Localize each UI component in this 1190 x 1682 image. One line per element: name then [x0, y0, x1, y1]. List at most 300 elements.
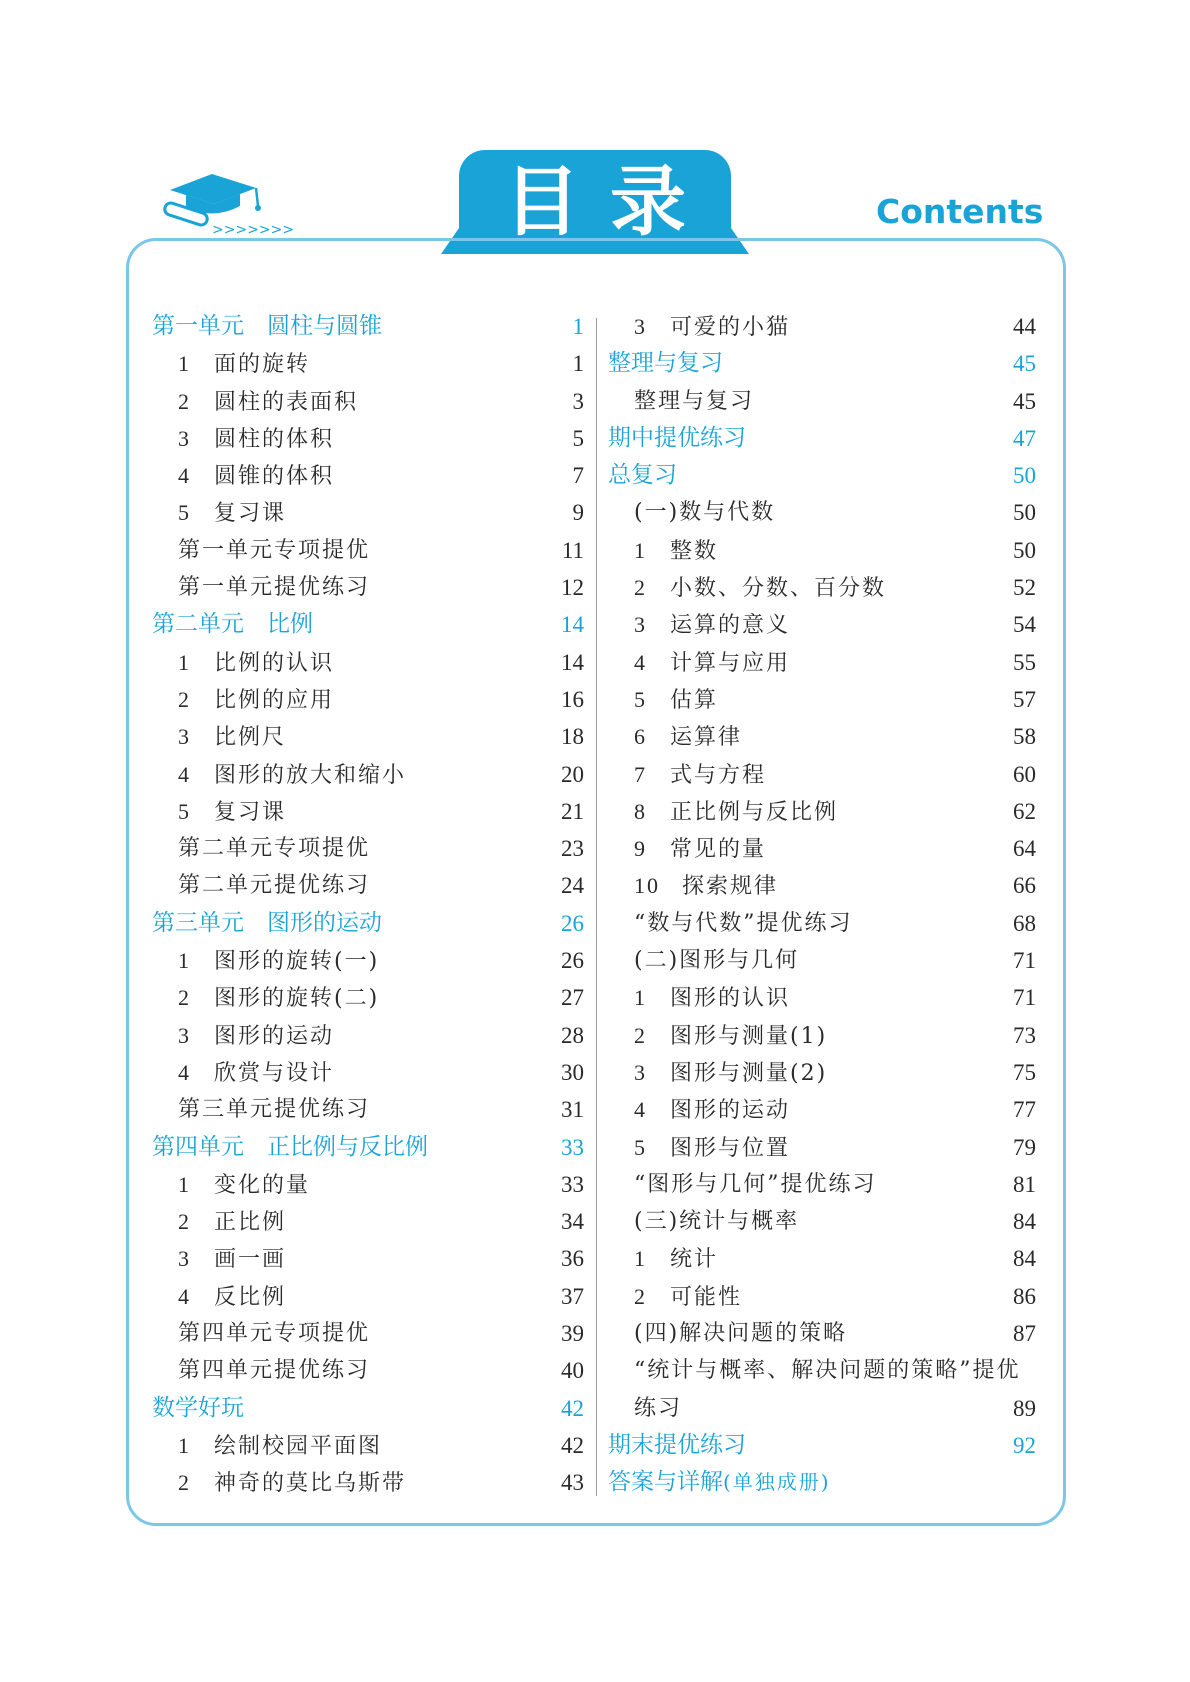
toc-entry-title	[608, 345, 723, 382]
toc-entry-number: 1	[634, 985, 647, 1011]
toc-item[interactable]	[152, 1166, 584, 1203]
toc-entry-text: 第一单元 圆柱与圆锥	[152, 313, 382, 339]
toc-entry-title	[178, 1017, 334, 1055]
toc-page-number: 64	[1013, 836, 1036, 862]
toc-entry-text: 第一单元提优练习	[178, 575, 371, 601]
toc-entry-title	[178, 644, 334, 682]
toc-item[interactable]	[608, 1240, 1036, 1277]
toc-entry-title	[152, 1129, 428, 1166]
toc-page-number: 1	[572, 351, 584, 377]
toc-entry-title	[178, 867, 370, 904]
toc-entry-title	[634, 905, 853, 942]
toc-entry-text: 图形的运动	[670, 1098, 791, 1124]
toc-item[interactable]	[608, 1129, 1036, 1166]
toc-page-number: 24	[561, 873, 584, 899]
toc-entry-title	[178, 569, 370, 606]
toc-item[interactable]	[608, 1352, 1036, 1389]
toc-entry-text: 答案与详解	[608, 1469, 723, 1496]
toc-page-number: 30	[561, 1059, 584, 1085]
toc-item[interactable]	[608, 793, 1036, 830]
toc-entry-text: 复习课	[214, 501, 287, 527]
toc-item[interactable]	[608, 308, 1036, 345]
toc-entry-title	[634, 644, 790, 682]
toc-entry-title	[634, 1054, 827, 1092]
toc-entry-text: 图形的认识	[670, 986, 791, 1012]
toc-entry-text: 第三单元 图形的运动	[152, 909, 382, 936]
toc-item[interactable]	[152, 1240, 584, 1277]
toc-item[interactable]	[152, 420, 584, 457]
toc-entry-text: 可能性	[670, 1284, 743, 1310]
toc-section[interactable]	[152, 905, 584, 942]
toc-entry-text: 小数、分数、百分数	[670, 576, 887, 602]
toc-entry-number: 5	[634, 1134, 647, 1160]
toc-entry-number: 7	[634, 761, 647, 787]
toc-entry-number: 1	[178, 649, 191, 675]
toc-item[interactable]	[152, 830, 584, 867]
toc-page-number: 5	[572, 425, 584, 451]
toc-item[interactable]	[152, 1427, 584, 1464]
toc-page-number: 86	[1013, 1283, 1036, 1309]
toc-entry-text: 正比例	[214, 1210, 287, 1236]
toc-entry-text: 常见的量	[670, 837, 767, 863]
toc-page-number: 45	[1013, 388, 1036, 414]
toc-item[interactable]	[152, 756, 584, 793]
toc-entry-title	[634, 308, 790, 346]
toc-page-number: 47	[1013, 425, 1036, 451]
toc-page-number: 23	[561, 836, 584, 862]
toc-page-number: 50	[1013, 463, 1036, 489]
toc-page-number: 75	[1013, 1059, 1036, 1085]
toc-entry-text: 第二单元提优练习	[178, 873, 371, 899]
toc-page-number: 50	[1013, 500, 1036, 526]
toc-page-number: 89	[1013, 1395, 1036, 1421]
toc-entry-number: 2	[178, 388, 191, 414]
toc-page-number: 55	[1013, 649, 1036, 675]
toc-item[interactable]	[152, 1315, 584, 1352]
toc-item[interactable]	[608, 1091, 1036, 1128]
toc-item[interactable]	[152, 569, 584, 606]
toc-entry-text: 神奇的莫比乌斯带	[214, 1471, 407, 1497]
toc-item[interactable]	[152, 1278, 584, 1315]
toc-entry-title	[178, 383, 358, 421]
toc-entry-title	[178, 1352, 370, 1389]
toc-page-number: 31	[561, 1097, 584, 1123]
toc-item[interactable]	[152, 867, 584, 904]
toc-page-number: 27	[561, 985, 584, 1011]
toc-entry-number: 5	[178, 500, 191, 526]
toc-entry-text: 第二单元 比例	[152, 611, 313, 638]
toc-entry-number: 9	[634, 836, 647, 862]
toc-entry-title	[634, 830, 766, 868]
toc-page-number: 42	[561, 1432, 584, 1458]
toc-entry-text: 圆柱的表面积	[214, 389, 359, 415]
toc-entry-text: 比例尺	[214, 725, 287, 751]
toc-item[interactable]	[608, 718, 1036, 755]
toc-item[interactable]	[152, 1203, 584, 1240]
toc-entry-title	[178, 830, 370, 867]
toc-page-number: 79	[1013, 1134, 1036, 1160]
toc-entry-text: 绘制校园平面图	[214, 1433, 383, 1459]
toc-page-number: 11	[561, 537, 584, 563]
toc-page-number: 20	[561, 761, 584, 787]
toc-item[interactable]	[608, 1390, 1036, 1427]
toc-entry-text: 图形的运动	[214, 1023, 335, 1049]
toc-page-number: 62	[1013, 798, 1036, 824]
toc-entry-title	[608, 420, 746, 457]
toc-entry-title	[178, 345, 310, 383]
toc-page-number: 81	[1013, 1171, 1036, 1197]
toc-entry-title	[634, 1390, 682, 1427]
toc-entry-title	[178, 1278, 286, 1316]
toc-section[interactable]	[152, 1390, 584, 1427]
toc-item[interactable]	[608, 644, 1036, 681]
toc-entry-title	[634, 569, 886, 607]
toc-entry-number: 8	[634, 798, 647, 824]
toc-entry-text: 第四单元专项提优	[178, 1321, 371, 1347]
toc-entry-title	[634, 1278, 742, 1316]
toc-page-number: 14	[561, 612, 584, 638]
toc-entry-title	[634, 1203, 799, 1240]
toc-item[interactable]	[152, 979, 584, 1016]
toc-entry-number: 3	[634, 314, 647, 339]
toc-entry-text: “图形与几何”提优练习	[634, 1171, 877, 1197]
toc-item[interactable]	[608, 606, 1036, 643]
toc-item[interactable]	[152, 345, 584, 382]
toc-entry-text: “数与代数”提优练习	[634, 910, 853, 936]
toc-page-number: 77	[1013, 1097, 1036, 1123]
toc-page-number: 16	[561, 686, 584, 712]
toc-entry-text: 正比例与反比例	[670, 799, 839, 825]
toc-entry-text: 探索规律	[682, 874, 779, 900]
toc-page-number: 12	[561, 575, 584, 601]
toc-page-number: 60	[1013, 761, 1036, 787]
toc-entry-text: 图形的旋转(一)	[214, 949, 380, 975]
toc-entry-text: (三)统计与概率	[634, 1209, 800, 1235]
toc-page-number: 66	[1013, 873, 1036, 899]
toc-item[interactable]	[608, 681, 1036, 718]
toc-page-number: 26	[561, 948, 584, 974]
toc-page-number: 87	[1013, 1321, 1036, 1347]
toc-item[interactable]	[608, 1166, 1036, 1203]
toc-entry-title	[178, 1240, 286, 1278]
toc-entry-number: 1	[178, 1171, 191, 1197]
toc-entry-title	[178, 1091, 370, 1128]
toc-item[interactable]	[152, 644, 584, 681]
toc-entry-title	[152, 308, 382, 345]
toc-item[interactable]	[152, 1054, 584, 1091]
toc-entry-number: 4	[634, 649, 647, 675]
toc-entry-number: 1	[634, 537, 647, 563]
column-divider	[596, 318, 597, 1496]
toc-section[interactable]	[608, 345, 1036, 382]
toc-entry-number: 3	[178, 1246, 191, 1272]
toc-page-number: 58	[1013, 724, 1036, 750]
toc-entry-title	[634, 606, 790, 644]
toc-section[interactable]	[152, 1129, 584, 1166]
toc-entry-number: 4	[178, 1059, 191, 1085]
toc-item[interactable]	[152, 532, 584, 569]
toc-page-number: 54	[1013, 612, 1036, 638]
toc-page-number: 37	[561, 1283, 584, 1309]
toc-page-number: 68	[1013, 910, 1036, 936]
toc-entry-title	[634, 494, 775, 531]
toc-entry-number: 2	[178, 1470, 191, 1496]
toc-entry-title	[634, 793, 838, 831]
toc-entry-number: 10	[634, 873, 660, 899]
toc-entry-title	[634, 756, 766, 794]
toc-item[interactable]	[608, 867, 1036, 904]
toc-entry-text: 比例的应用	[214, 687, 335, 713]
toc-entry-title	[608, 1427, 746, 1464]
toc-page-number: 84	[1013, 1209, 1036, 1235]
toc-entry-text: (一)数与代数	[634, 500, 776, 526]
toc-entry-text: 期中提优练习	[608, 424, 746, 451]
toc-entry-text: 欣赏与设计	[214, 1060, 335, 1086]
toc-item[interactable]	[152, 942, 584, 979]
toc-item[interactable]	[152, 1464, 584, 1501]
toc-item[interactable]	[152, 457, 584, 494]
toc-entry-title	[634, 942, 799, 979]
toc-entry-text: (二)图形与几何	[634, 948, 800, 974]
toc-item[interactable]	[152, 383, 584, 420]
toc-entry-title	[152, 905, 382, 942]
toc-entry-title	[152, 606, 313, 643]
toc-item[interactable]	[608, 756, 1036, 793]
toc-page-number: 73	[1013, 1022, 1036, 1048]
toc-page-number: 1	[572, 314, 584, 339]
toc-entry-title	[634, 1017, 827, 1055]
toc-entry-text: 式与方程	[670, 762, 767, 788]
svg-text:>>>>>>>: >>>>>>>	[212, 222, 295, 238]
toc-page-number: 52	[1013, 575, 1036, 601]
toc-entry-text: 整理与复习	[608, 350, 723, 377]
page-subtitle: Contents	[876, 192, 1044, 231]
toc-page-number: 40	[561, 1358, 584, 1384]
toc-entry-text: 变化的量	[214, 1172, 311, 1198]
toc-entry-number: 1	[178, 351, 191, 377]
toc-item[interactable]	[608, 905, 1036, 942]
toc-entry-title	[634, 1166, 877, 1203]
toc-item[interactable]	[152, 681, 584, 718]
toc-item[interactable]	[608, 1203, 1036, 1240]
toc-entry-number: 1	[634, 1246, 647, 1272]
toc-entry-title	[178, 942, 379, 980]
toc-entry-text: 练习	[634, 1395, 683, 1421]
toc-entry-text: 统计	[670, 1247, 719, 1273]
toc-entry-number: 1	[178, 948, 191, 974]
toc-entry-title	[634, 1129, 790, 1167]
toc-entry-text: 整理与复习	[634, 388, 755, 414]
toc-page-number: 71	[1013, 985, 1036, 1011]
toc-entry-text: 面的旋转	[214, 352, 311, 378]
page-title: 目录	[504, 157, 716, 246]
toc-page-number: 3	[572, 388, 584, 414]
toc-page-number: 21	[561, 798, 584, 824]
toc-entry-title	[152, 1390, 244, 1427]
toc-entry-title	[178, 756, 406, 794]
toc-entry-title	[608, 457, 677, 494]
toc-entry-title	[608, 1464, 831, 1501]
toc-item[interactable]	[608, 1054, 1036, 1091]
toc-entry-title	[634, 1240, 718, 1278]
toc-section[interactable]	[608, 457, 1036, 494]
toc-entry-text: 第四单元提优练习	[178, 1358, 371, 1384]
toc-entry-title	[634, 1315, 847, 1352]
toc-section[interactable]	[152, 606, 584, 643]
toc-entry-number: 2	[634, 575, 647, 601]
toc-entry-title	[178, 1464, 406, 1502]
toc-entry-title	[634, 1352, 1021, 1389]
toc-page-number: 33	[561, 1134, 584, 1160]
toc-item[interactable]	[608, 1315, 1036, 1352]
toc-entry-number: 2	[178, 1209, 191, 1235]
toc-item[interactable]	[152, 1091, 584, 1128]
toc-entry-title	[178, 979, 379, 1017]
toc-entry-text: 比例的认识	[214, 650, 335, 676]
toc-section[interactable]	[608, 1427, 1036, 1464]
toc-entry-title	[634, 383, 754, 420]
toc-entry-text: 运算律	[670, 725, 743, 751]
toc-item[interactable]	[608, 494, 1036, 531]
toc-entry-number: 5	[178, 798, 191, 824]
toc-entry-title	[178, 420, 334, 458]
toc-entry-text: 反比例	[214, 1284, 287, 1310]
toc-entry-title	[178, 718, 286, 756]
toc-item[interactable]	[152, 793, 584, 830]
toc-item[interactable]	[608, 1017, 1036, 1054]
toc-entry-text: 圆锥的体积	[214, 464, 335, 490]
toc-entry-text: 计算与应用	[670, 650, 791, 676]
toc-entry-text: 图形的旋转(二)	[214, 986, 380, 1012]
toc-entry-text: “统计与概率、解决问题的策略”提优	[634, 1358, 1021, 1384]
toc-entry-text: 第三单元提优练习	[178, 1097, 371, 1123]
toc-entry-title	[634, 867, 778, 905]
toc-entry-text: 图形与位置	[670, 1135, 791, 1161]
toc-entry-number: 3	[178, 425, 191, 451]
toc-item[interactable]	[152, 718, 584, 755]
toc-entry-text: 可爱的小猫	[670, 315, 791, 340]
toc-entry-number: 3	[178, 1022, 191, 1048]
toc-entry-title	[634, 718, 742, 756]
toc-entry-number: 3	[178, 724, 191, 750]
toc-entry-text: 第四单元 正比例与反比例	[152, 1133, 428, 1160]
toc-entry-title	[634, 1091, 790, 1129]
toc-page-number: 50	[1013, 537, 1036, 563]
toc-entry-text: 期末提优练习	[608, 1431, 746, 1458]
toc-item[interactable]	[608, 1278, 1036, 1315]
toc-entry-number: 4	[634, 1097, 647, 1123]
toc-entry-text: 数学好玩	[152, 1394, 244, 1421]
toc-entry-number: 4	[178, 1283, 191, 1309]
toc-entry-title	[178, 1203, 286, 1241]
toc-item[interactable]	[608, 569, 1036, 606]
toc-entry-number: 5	[634, 686, 647, 712]
toc-entry-number: 2	[178, 985, 191, 1011]
toc-page-number: 42	[561, 1395, 584, 1421]
toc-entry-number: 2	[634, 1022, 647, 1048]
toc-entry-title	[178, 1315, 370, 1352]
toc-entry-text: 第一单元专项提优	[178, 537, 371, 563]
toc-entry-title	[178, 494, 286, 532]
toc-entry-text: 圆柱的体积	[214, 426, 335, 452]
toc-page-number: 71	[1013, 948, 1036, 974]
toc-page-number: 33	[561, 1171, 584, 1197]
toc-entry-number: 6	[634, 724, 647, 750]
toc-page-number: 34	[561, 1209, 584, 1235]
toc-page-number: 45	[1013, 351, 1036, 377]
toc-entry-title	[178, 681, 334, 719]
graduation-cap-icon	[160, 168, 295, 238]
toc-entry-number: 4	[178, 761, 191, 787]
toc-page-number: 9	[572, 500, 584, 526]
toc-entry-text: 画一画	[214, 1247, 287, 1273]
toc-page-number: 39	[561, 1321, 584, 1347]
toc-entry-title	[178, 1166, 310, 1204]
toc-page-number: 7	[572, 463, 584, 489]
toc-page-number: 43	[561, 1470, 584, 1496]
toc-entry-title	[178, 793, 286, 831]
toc-entry-number: 3	[634, 1059, 647, 1085]
toc-item[interactable]	[152, 1017, 584, 1054]
toc-item[interactable]	[152, 494, 584, 531]
toc-column-left	[152, 308, 584, 1502]
toc-entry-number: 3	[634, 612, 647, 638]
toc-column-right	[608, 308, 1036, 1502]
toc-entry-text: 图形的放大和缩小	[214, 762, 407, 788]
toc-page-number: 18	[561, 724, 584, 750]
toc-entry-title	[178, 1054, 334, 1092]
toc-page-number: 26	[561, 910, 584, 936]
toc-page-number: 36	[561, 1246, 584, 1272]
toc-entry-title	[634, 681, 718, 719]
toc-entry-text: 运算的意义	[670, 613, 791, 639]
toc-item[interactable]	[608, 830, 1036, 867]
toc-section[interactable]	[152, 308, 584, 345]
toc-section[interactable]	[608, 1464, 1036, 1501]
toc-item[interactable]	[608, 979, 1036, 1016]
toc-entry-text: 估算	[670, 687, 719, 713]
toc-entry-text: (四)解决问题的策略	[634, 1321, 848, 1347]
toc-section[interactable]	[608, 420, 1036, 457]
toc-entry-text: 总复习	[608, 462, 677, 489]
toc-item[interactable]	[608, 942, 1036, 979]
toc-page-number: 14	[561, 649, 584, 675]
toc-entry-title	[178, 1427, 382, 1465]
toc-entry-number: 1	[178, 1432, 191, 1458]
toc-entry-number: 2	[634, 1283, 647, 1309]
toc-entry-title	[634, 532, 718, 570]
toc-entry-text: 第二单元专项提优	[178, 836, 371, 862]
toc-entry-note: (单独成册)	[723, 1470, 831, 1495]
toc-entry-text: 图形与测量(2)	[670, 1060, 828, 1086]
toc-page-number: 57	[1013, 686, 1036, 712]
toc-page-number: 92	[1013, 1432, 1036, 1458]
toc-entry-number: 4	[178, 463, 191, 489]
toc-entry-text: 图形与测量(1)	[670, 1023, 828, 1049]
toc-entry-text: 复习课	[214, 799, 287, 825]
toc-entry-title	[178, 532, 370, 569]
toc-entry-number: 2	[178, 686, 191, 712]
toc-entry-title	[634, 979, 790, 1017]
toc-page-number: 84	[1013, 1246, 1036, 1272]
toc-page-number: 44	[1013, 314, 1036, 339]
toc-item[interactable]	[152, 1352, 584, 1389]
toc-entry-text: 整数	[670, 538, 719, 564]
toc-page-number: 28	[561, 1022, 584, 1048]
toc-item[interactable]	[608, 383, 1036, 420]
toc-entry-title	[178, 457, 334, 495]
toc-item[interactable]	[608, 532, 1036, 569]
